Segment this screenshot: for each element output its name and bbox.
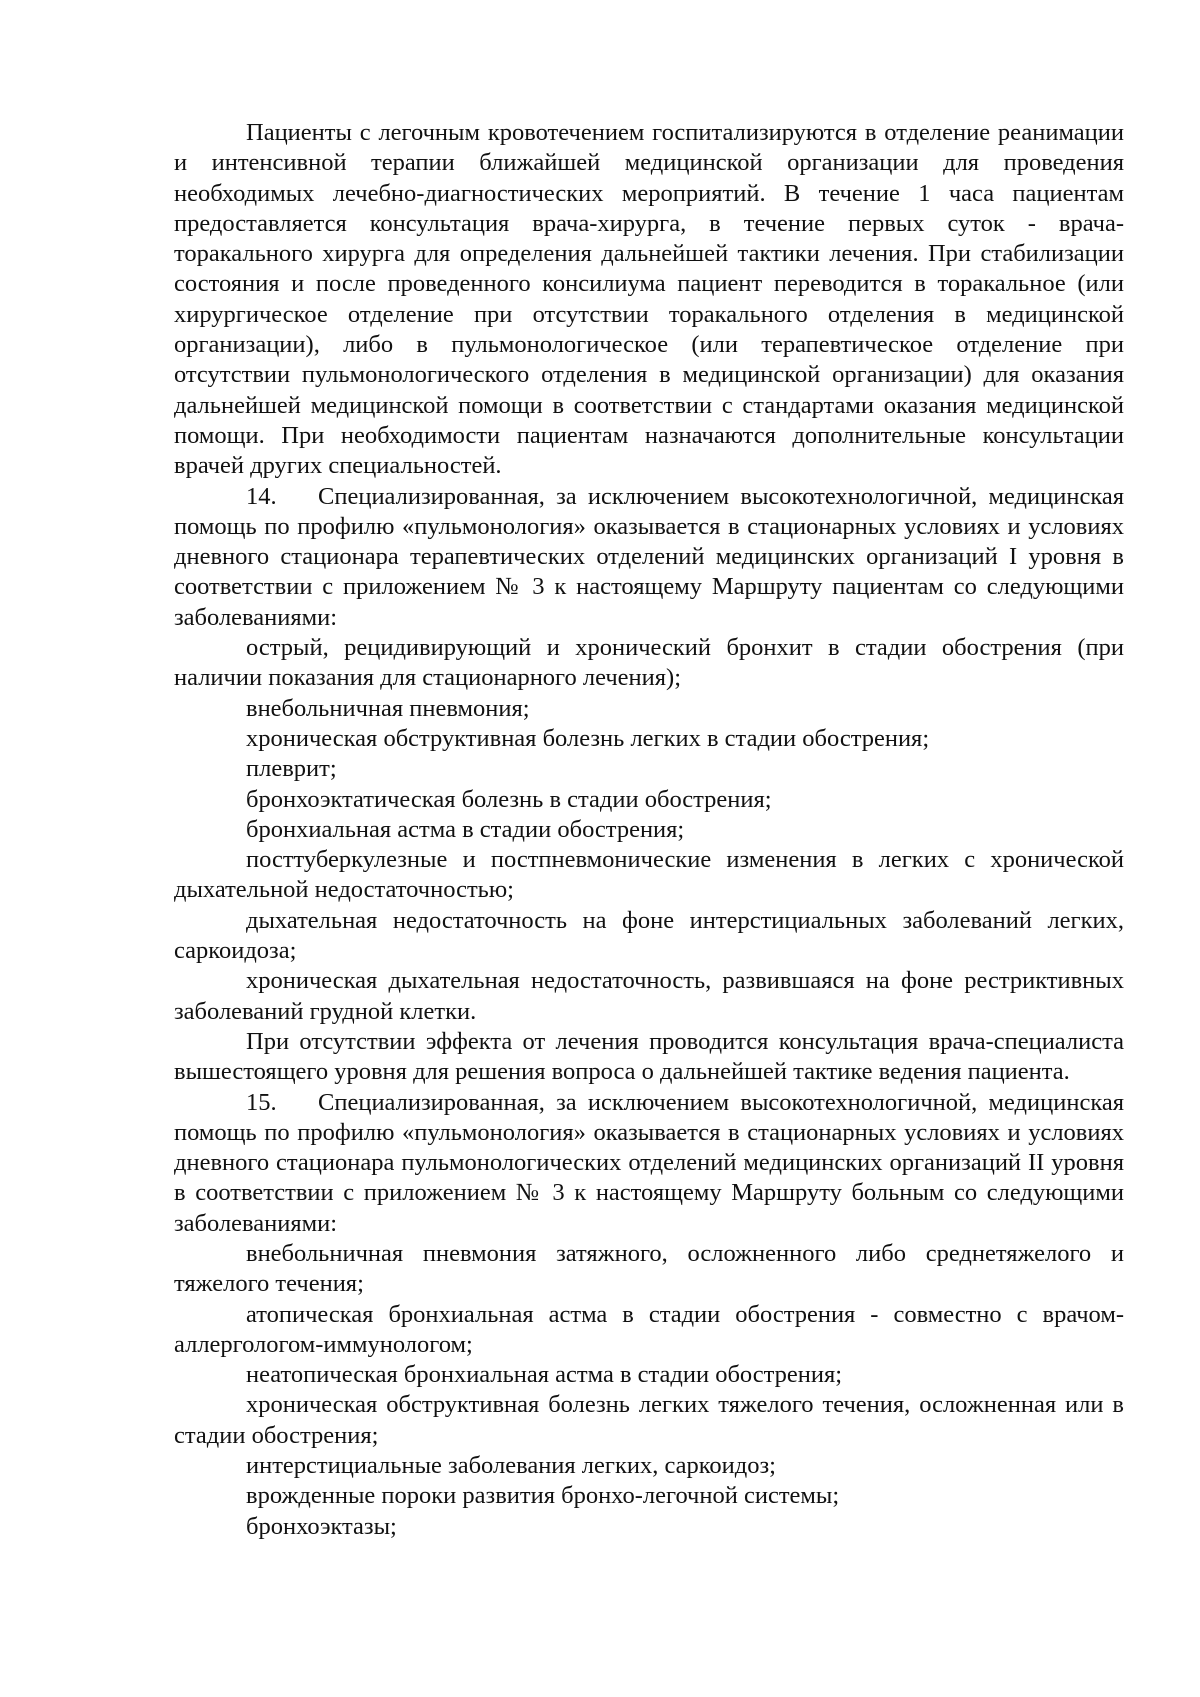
list-item: неатопическая бронхиальная астма в стадии обострения; (246, 1361, 843, 1389)
list-item: хроническая обструктивная болезнь легких в стадии обострения; (246, 724, 930, 752)
item-number: 14. (246, 482, 277, 510)
list-item: хроническая дыхательная недостаточность, развившаяся на фоне рестриктивных заболеваний грудной клетки. (174, 967, 1124, 1025)
document-page (174, 118, 1124, 1542)
list-item: бронхоэктатическая болезнь в стадии обострения; (246, 785, 772, 813)
list-item: внебольничная пневмония затяжного, осложненного либо среднетяжелого и тяжелого течения; (174, 1239, 1124, 1298)
item-number: 15. (246, 1088, 277, 1116)
list-item: внебольничная пневмония; (246, 694, 530, 722)
list-item: бронхиальная астма в стадии обострения; (246, 815, 685, 843)
list-item: врожденные пороки развития бронхо-легочной системы; (246, 1482, 840, 1510)
list-item: интерстициальные заболевания легких, саркоидоз; (246, 1452, 776, 1480)
paragraph-hospitalization: Пациенты с легочным кровотечением госпитализируются в отделение реанимации и интенсивной терапии ближайшей медицинской организации для проведения необходимых лечебно-диагностических мероприятий. В течение 1 часа пациентам предоставляется консультация врача-хирурга, в течение первых суток - врача-торакального хирурга для определения дальнейшей тактики лечения. При стабилизации состояния и после проведенного консилиума пациент переводится в торакальное (или хирургическое отделение при отсутствии торакального отделения в медицинской организации), либо в пульмонологическое (или терапевтическое отделение при отсутствии пульмонологического отделения в медицинской организации) для оказания дальнейшей медицинской помощи в соответствии с стандартами оказания медицинской помощи. При необходимости пациентам назначаются дополнительные консультации врачей других специальностей. (174, 119, 1124, 480)
list-item: атопическая бронхиальная астма в стадии обострения - совместно с врачом-аллергологом-иммунологом; (174, 1300, 1124, 1358)
paragraph-consultation: При отсутствии эффекта от лечения проводится консультация врача-специалиста вышестоящего уровня для решения вопроса о дальнейшей тактике ведения пациента. (174, 1027, 1124, 1086)
list-item: острый, рецидивирующий и хронический бронхит в стадии обострения (при наличии показания для стационарного лечения); (174, 634, 1124, 692)
list-item: бронхоэктазы; (246, 1512, 397, 1540)
list-item: плеврит; (246, 755, 337, 783)
list-item: хроническая обструктивная болезнь легких тяжелого течения, осложненная или в стадии обострения; (174, 1391, 1124, 1449)
list-item: дыхательная недостаточность на фоне интерстициальных заболеваний легких, саркоидоза; (174, 906, 1124, 965)
paragraph-item-15: 15. Специализированная, за исключением высокотехнологичной, медицинская помощь по профилю «пульмонология» оказывается в стационарных условиях и условиях дневного стационара пульмонологических отделений медицинских организаций II уровня в соответствии с приложением № 3 к настоящему Маршруту больным со следующими заболеваниями: (174, 1088, 1124, 1237)
list-item: посттуберкулезные и постпневмонические изменения в легких с хронической дыхательной недостаточностью; (174, 846, 1124, 904)
paragraph-item-14: 14. Специализированная, за исключением высокотехнологичной, медицинская помощь по профилю «пульмонология» оказывается в стационарных условиях и условиях дневного стационара терапевтических отделений медицинских организаций I уровня в соответствии с приложением № 3 к настоящему Маршруту пациентам со следующими заболеваниями: (174, 482, 1124, 631)
